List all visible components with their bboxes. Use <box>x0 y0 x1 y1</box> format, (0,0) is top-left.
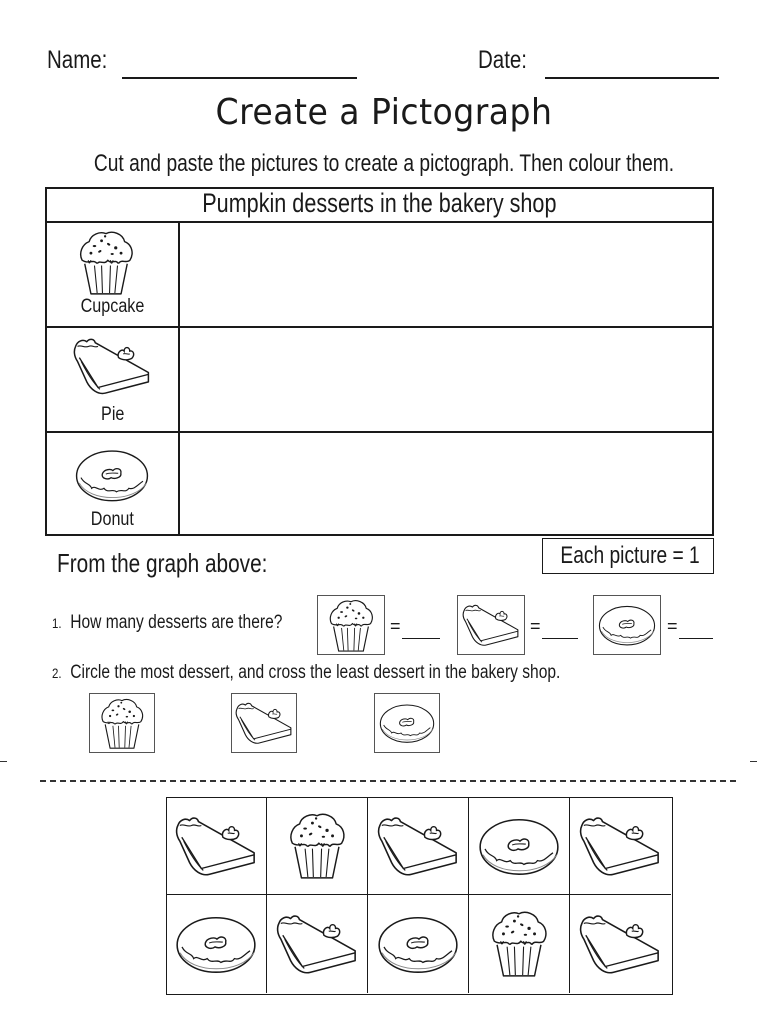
pie-icon <box>233 695 295 751</box>
cut-line <box>40 780 736 782</box>
q1-pie-answer[interactable] <box>542 638 578 639</box>
equals-sign: = <box>667 616 678 636</box>
donut-icon <box>377 698 437 748</box>
pie-icon <box>460 597 522 653</box>
cutout-cell[interactable] <box>267 797 368 895</box>
q2-cupcake-option[interactable] <box>89 693 155 753</box>
pie-icon <box>374 811 462 881</box>
cupcake-icon <box>75 226 137 298</box>
donut-icon <box>596 599 658 651</box>
cutout-cell[interactable] <box>368 895 469 993</box>
cut-mark <box>750 761 757 762</box>
row-label-donut: Donut <box>90 509 135 530</box>
pictograph-key: Each picture = 1 <box>542 538 714 574</box>
q2-donut-option[interactable] <box>374 693 440 753</box>
q1-cupcake-answer[interactable] <box>402 638 440 639</box>
pie-icon <box>70 333 154 399</box>
equals-sign: = <box>390 616 401 636</box>
cutout-cell[interactable] <box>166 797 267 895</box>
question-2 <box>52 662 560 684</box>
instructions: Cut and paste the pictures to create a pictograph. Then colour them. <box>93 150 675 177</box>
cutout-cell[interactable] <box>469 797 570 895</box>
table-title: Pumpkin desserts in the bakery shop <box>45 187 714 223</box>
date-line[interactable] <box>545 77 719 79</box>
table-row-divider <box>45 431 714 433</box>
donut-icon <box>172 910 260 978</box>
cupcake-icon <box>323 596 379 654</box>
question-1 <box>52 612 282 634</box>
cutout-cell[interactable] <box>570 895 671 993</box>
question-2-text: Circle the most dessert, and cross the least dessert in the bakery shop. <box>70 662 561 683</box>
q1-donut-answer[interactable] <box>679 638 713 639</box>
pie-icon <box>576 811 664 881</box>
cupcake-icon <box>487 904 551 982</box>
name-label: Name: <box>47 46 108 74</box>
cupcake-icon <box>285 806 349 884</box>
q1-donut-box <box>593 595 661 655</box>
row-label-cupcake: Cupcake <box>80 296 145 317</box>
pie-icon <box>273 909 361 979</box>
question-1-number: 1. <box>52 615 62 631</box>
donut-icon <box>70 444 154 506</box>
pie-icon <box>576 909 664 979</box>
cutout-cell[interactable] <box>166 895 267 993</box>
cutout-cell[interactable] <box>570 797 671 895</box>
page-title: Create a Pictograph <box>215 92 553 133</box>
name-line[interactable] <box>122 77 357 79</box>
table-row-divider <box>45 326 714 328</box>
q1-cupcake-box <box>317 595 385 655</box>
cutout-cell[interactable] <box>368 797 469 895</box>
cut-mark <box>0 761 7 762</box>
q2-pie-option[interactable] <box>231 693 297 753</box>
questions-heading: From the graph above: <box>57 548 268 578</box>
date-label: Date: <box>478 46 528 74</box>
question-1-text: How many desserts are there? <box>70 612 283 633</box>
donut-icon <box>374 910 462 978</box>
cupcake-paste-area[interactable] <box>180 225 712 325</box>
cupcake-icon <box>95 695 149 751</box>
donut-icon <box>475 812 563 880</box>
pie-paste-area[interactable] <box>180 329 712 430</box>
question-2-number: 2. <box>52 665 62 681</box>
row-label-pie: Pie <box>100 404 125 425</box>
equals-sign: = <box>530 616 541 636</box>
cutout-cell[interactable] <box>469 895 570 993</box>
donut-paste-area[interactable] <box>180 434 712 534</box>
cutout-cell[interactable] <box>267 895 368 993</box>
pie-icon <box>172 811 260 881</box>
q1-pie-box <box>457 595 525 655</box>
